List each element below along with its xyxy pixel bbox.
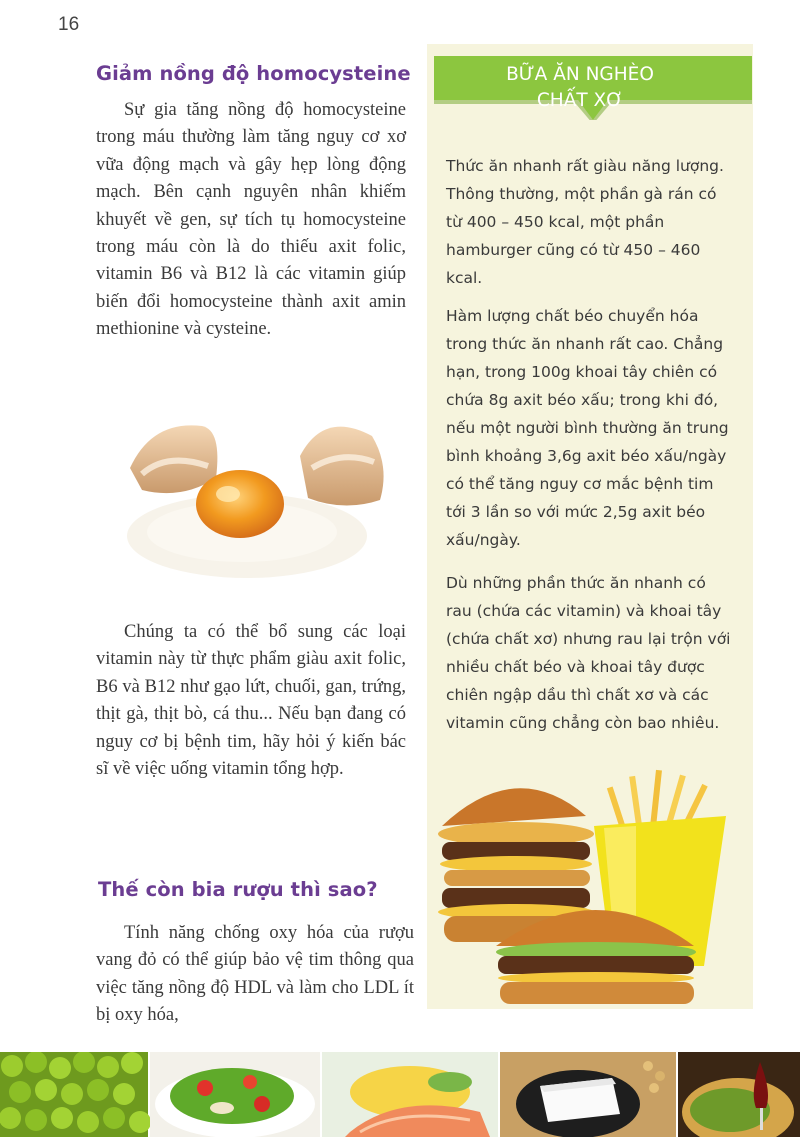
banner-line-1: BỮA ĂN NGHÈO [506, 64, 654, 85]
hamburger-fries-image [436, 756, 752, 1008]
section-heading-alcohol: Thế còn bia rượu thì sao? [98, 878, 378, 901]
tofu-image [500, 1052, 676, 1137]
green-peas-image [0, 1052, 151, 1137]
paragraph-vitamin-sources: Chúng ta có thể bổ sung các loại vitamin này từ thực phẩm giàu axit folic, B6 và B12 như gạo lứt, chuối, gan, trứng, thịt gà, thịt bò, cá thu... Nếu bạn đang có nguy cơ bị bệnh tim, hãy hỏi ý kiến bác sĩ về việc uống vitamin tổng hợp. [96, 622, 406, 780]
salmon-dish-image [322, 1052, 498, 1137]
banner-line-2: CHẤT XƠ [536, 90, 624, 111]
sidebar-paragraph-trans-fat: Hàm lượng chất béo chuyển hóa trong thức ăn nhanh rất cao. Chẳng hạn, trong 100g khoai tây chiên có chứa 8g axit béo xấu; trong khi đó, nếu một người bình thường ăn trung bình khoảng 3,6g axit béo xấu/ngày có thể tăng nguy cơ mắc bệnh tim tới 3 lần so với mức 2,5g axit béo xấu/ngày. [446, 307, 729, 549]
section-heading-homocysteine: Giảm nồng độ homocysteine [96, 62, 411, 85]
sidebar-paragraph-fiber: Dù những phần thức ăn nhanh có rau (chứa các vitamin) và khoai tây (chứa chất xơ) nhưng rau lại trộn với nhiều chất béo và khoai tây được chiên ngập dầu thì chất xơ và các vitamin cũng chẳng còn bao nhiêu. [446, 574, 731, 732]
salad-image [150, 1052, 320, 1137]
paragraph-red-wine: Tính năng chống oxy hóa của rượu vang đỏ có thể giúp bảo vệ tim thông qua việc tăng nồng độ HDL và làm cho LDL ít bị oxy hóa, [96, 923, 414, 1026]
paragraph-homocysteine: Sự gia tăng nồng độ homocysteine trong máu thường làm tăng nguy cơ xơ vữa động mạch và gây hẹp lòng động mạch. Bên cạnh nguyên nhân khiếm khuyết về gen, sự tích tụ homocysteine trong máu còn là do thiếu axit folic, vitamin B6 và B12 là các vitamin giúp biến đổi homocysteine thành axit amin methionine và cysteine. [96, 100, 406, 340]
wine-and-food-image [678, 1052, 800, 1137]
cracked-egg-image [112, 416, 394, 584]
food-photo-strip [0, 1052, 800, 1137]
page-number: 16 [58, 14, 80, 35]
sidebar-paragraph-calories: Thức ăn nhanh rất giàu năng lượng. Thông thường, một phần gà rán có từ 400 – 450 kcal, một phần hamburger cũng có từ 450 – 460 kcal. [446, 157, 724, 287]
sidebar-banner-title [460, 62, 700, 114]
